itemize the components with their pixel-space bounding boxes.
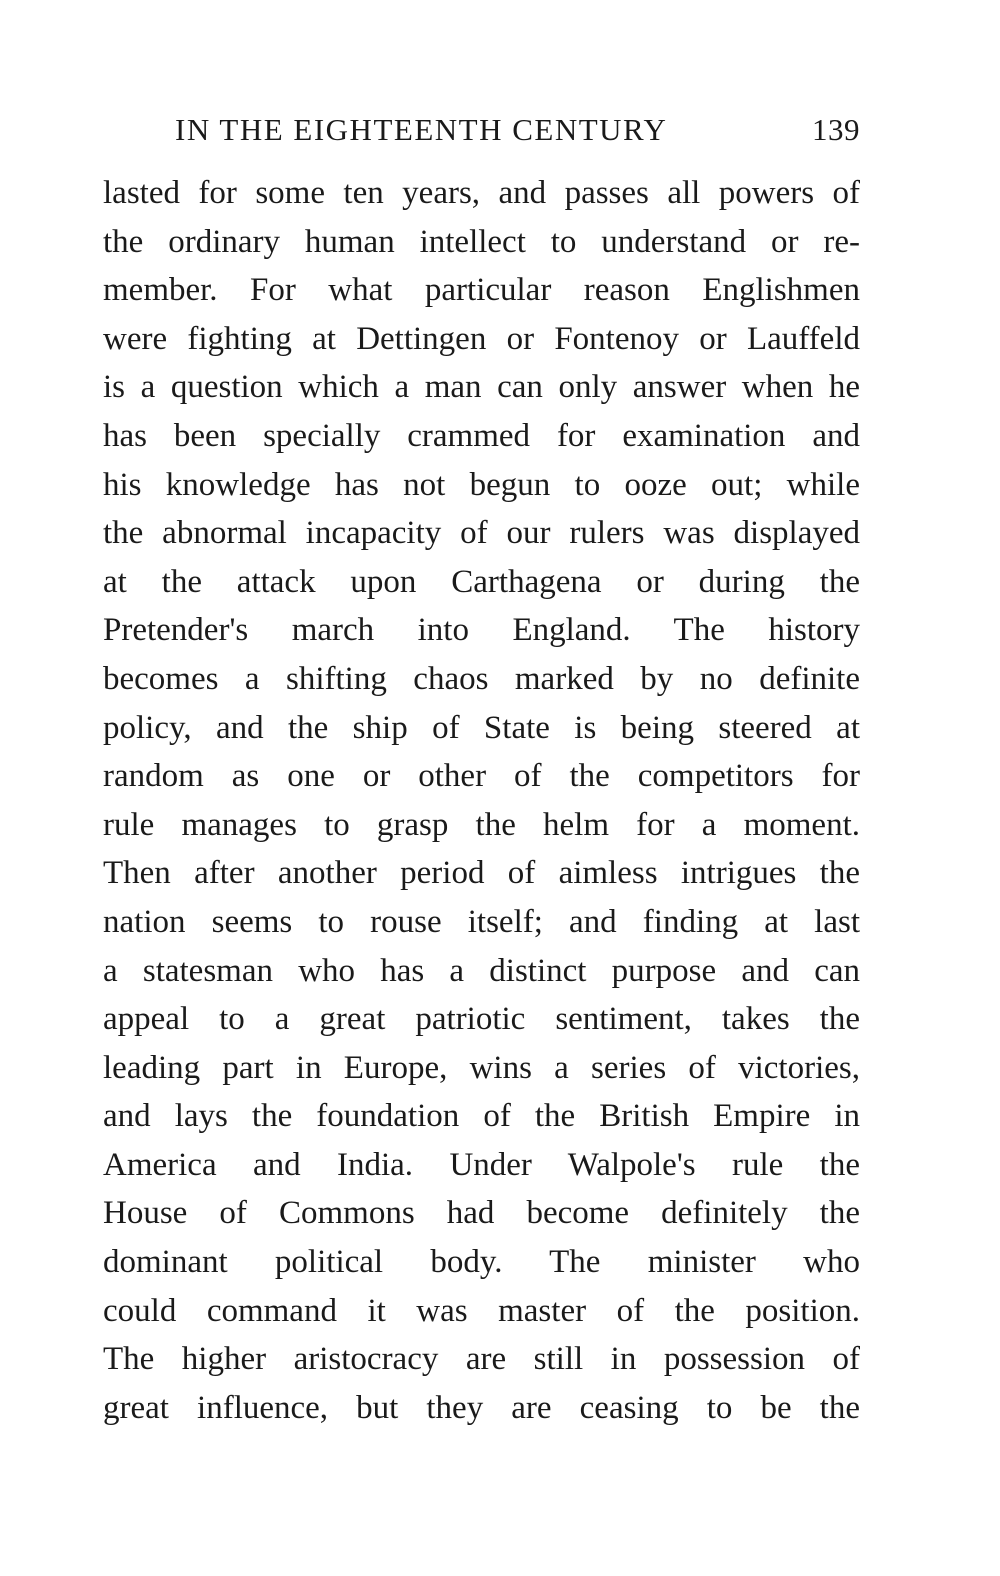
text-line: the abnormal incapacity of our rulers was displayed — [103, 515, 860, 552]
text-line: House of Commons had become definitely the — [103, 1195, 860, 1232]
text-line: The higher aristocracy are still in possession of — [103, 1341, 860, 1378]
text-line: could command it was master of the position. — [103, 1292, 860, 1329]
text-line: Pretender's march into England. The history — [103, 612, 860, 649]
text-line: the ordinary human intellect to understand or re- — [103, 223, 860, 260]
text-line: leading part in Europe, wins a series of victories, — [103, 1049, 860, 1086]
text-line: and lays the foundation of the British Empire in — [103, 1098, 860, 1135]
text-line: random as one or other of the competitors for — [103, 758, 860, 795]
text-line: a statesman who has a distinct purpose and can — [103, 952, 860, 989]
text-line: great influence, but they are ceasing to be the — [103, 1389, 860, 1426]
text-line: Then after another period of aimless intrigues the — [103, 855, 860, 892]
running-head — [175, 106, 860, 154]
running-title: IN THE EIGHTEENTH CENTURY — [175, 112, 668, 147]
text-line: lasted for some ten years, and passes all powers of — [103, 175, 860, 211]
body-paragraph — [103, 169, 860, 1432]
text-line: has been specially crammed for examination and — [103, 417, 860, 454]
text-line: becomes a shifting chaos marked by no definite — [103, 660, 860, 697]
text-line: were fighting at Dettingen or Fontenoy or Lauffeld — [103, 320, 860, 357]
text-line: policy, and the ship of State is being steered at — [103, 709, 860, 746]
text-line: at the attack upon Carthagena or during the — [103, 563, 860, 600]
text-line: America and India. Under Walpole's rule the — [103, 1146, 860, 1183]
text-line: appeal to a great patriotic sentiment, takes the — [103, 1001, 860, 1038]
text-line: member. For what particular reason Englishmen — [103, 272, 860, 309]
text-line: dominant political body. The minister who — [103, 1244, 860, 1281]
text-line: is a question which a man can only answer when he — [103, 369, 860, 406]
text-line: rule manages to grasp the helm for a moment. — [103, 806, 860, 843]
text-line: his knowledge has not begun to ooze out; while — [103, 466, 860, 503]
text-line: nation seems to rouse itself; and finding at last — [103, 903, 860, 940]
page-number: 139 — [812, 112, 860, 147]
